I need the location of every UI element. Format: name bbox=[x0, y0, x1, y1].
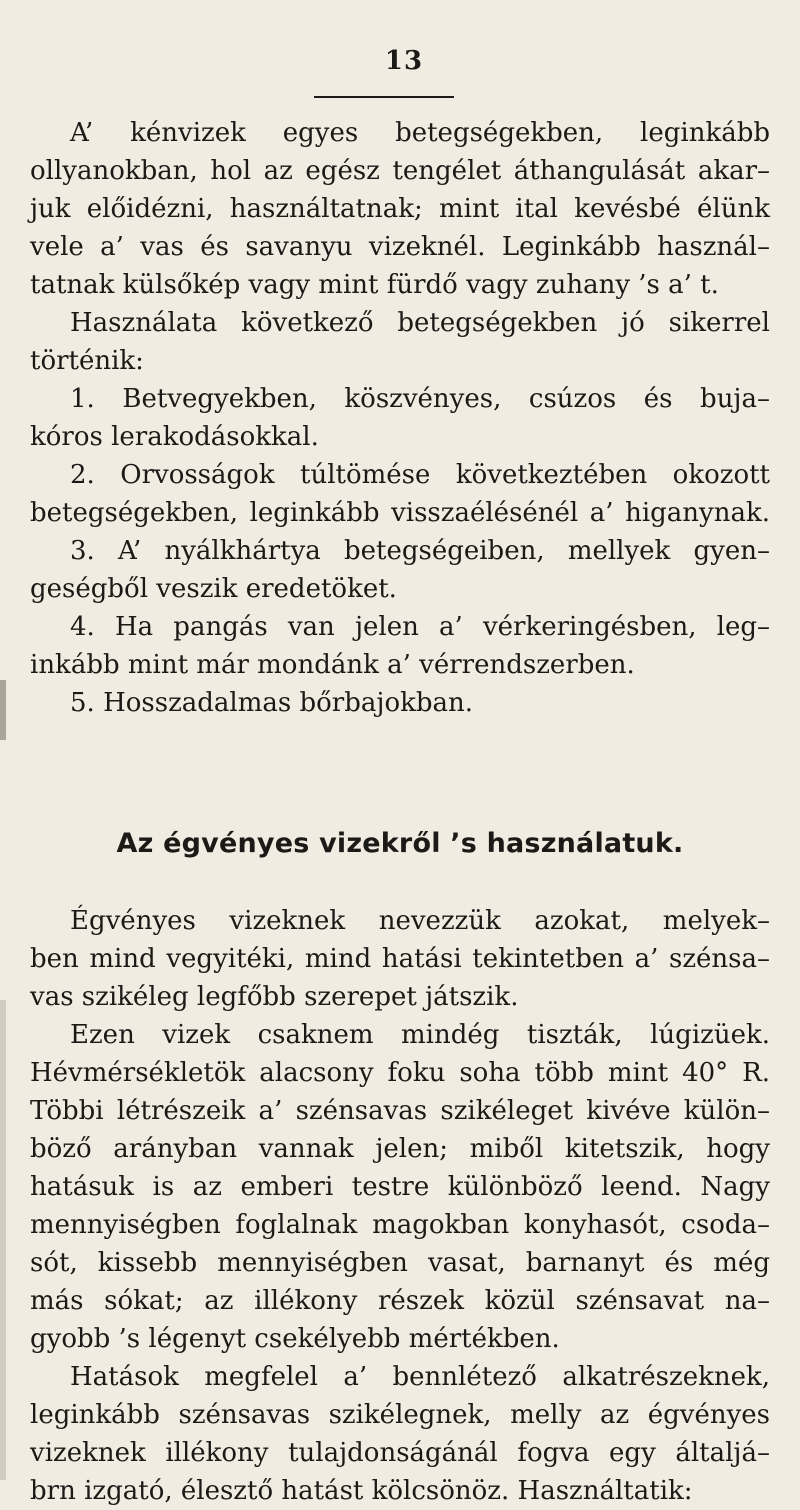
text-line: mennyiségben foglalnak magokban konyhasót, csoda– bbox=[30, 1210, 770, 1240]
list-item-4: 4. Ha pangás van jelen a’ vérkeringésben, leg– bbox=[70, 612, 770, 642]
text-line: geségből veszik eredetöket. bbox=[30, 574, 397, 604]
text-line: más sókat; az illékony részek közül szénsavat na– bbox=[30, 1286, 770, 1316]
text-line: hatásuk is az emberi testre különböző leend. Nagy bbox=[30, 1172, 770, 1202]
text-line: juk előidézni, használtatnak; mint ital kevésbé élünk bbox=[30, 194, 770, 224]
text-line: leginkább szénsavas szikélegnek, melly az égvényes bbox=[30, 1400, 770, 1430]
list-item-5: 5. Hosszadalmas bőrbajokban. bbox=[70, 688, 473, 718]
text-line: böző arányban vannak jelen; miből kitetszik, hogy bbox=[30, 1134, 770, 1164]
text-line: Hévmérsékletök alacsony foku soha több mint 40° R. bbox=[30, 1058, 770, 1088]
text-line: vas szikéleg legfőbb szerepet játszik. bbox=[30, 982, 519, 1012]
margin-shadow bbox=[0, 1000, 6, 1480]
text-line: tatnak külsőkép vagy mint fürdő vagy zuhany ’s a’ t. bbox=[30, 270, 719, 300]
section-1 bbox=[30, 114, 770, 722]
text-line: Ezen vizek csaknem mindég tiszták, lúgizüek. bbox=[70, 1020, 770, 1050]
text-line: betegségekben, leginkább visszaélésénél a’ higanynak. bbox=[30, 498, 770, 528]
text-line: inkább mint már mondánk a’ vérrendszerben. bbox=[30, 650, 635, 680]
text-line: történik: bbox=[30, 346, 144, 376]
page-number: 13 bbox=[384, 46, 424, 76]
margin-mark bbox=[0, 680, 6, 740]
text-line: brn izgató, élesztő hatást kölcsönöz. Használtatik: bbox=[30, 1476, 693, 1506]
list-item-2: 2. Orvosságok túltömése következtében okozott bbox=[70, 460, 770, 490]
list-item-3: 3. A’ nyálkhártya betegségeiben, mellyek gyen– bbox=[70, 536, 770, 566]
text-line: Többi létrészeik a’ szénsavas szikéleget kivéve külön– bbox=[30, 1096, 770, 1126]
text-line: vizeknek illékony tulajdonságánál fogva egy általjá– bbox=[30, 1438, 770, 1468]
text-line: Égvényes vizeknek nevezzük azokat, melyek– bbox=[70, 906, 770, 936]
text-line: ollyanokban, hol az egész tengélet áthangulását akar– bbox=[30, 156, 770, 186]
header-rule bbox=[314, 96, 454, 98]
list-item-1: 1. Betvegyekben, köszvényes, csúzos és buja– bbox=[70, 384, 770, 414]
text-line: A’ kénvizek egyes betegségekben, leginkább bbox=[70, 118, 770, 148]
text-line: vele a’ vas és savanyu vizeknél. Leginkább használ– bbox=[30, 232, 770, 262]
text-line: gyobb ’s légenyt csekélyebb mértékben. bbox=[30, 1324, 560, 1354]
text-line: Használata következő betegségekben jó sikerrel bbox=[70, 308, 770, 338]
text-line: kóros lerakodásokkal. bbox=[30, 422, 319, 452]
section-heading: Az égvényes vizekről ’s használatuk. bbox=[116, 828, 684, 859]
text-line: sót, kissebb mennyiségben vasat, barnanyt és még bbox=[30, 1248, 770, 1278]
text-line: Hatások megfelel a’ bennlétező alkatrészeknek, bbox=[70, 1362, 770, 1392]
text-line: ben mind vegyitéki, mind hatási tekintetben a’ szénsa– bbox=[30, 944, 770, 974]
section-2 bbox=[30, 902, 770, 1510]
